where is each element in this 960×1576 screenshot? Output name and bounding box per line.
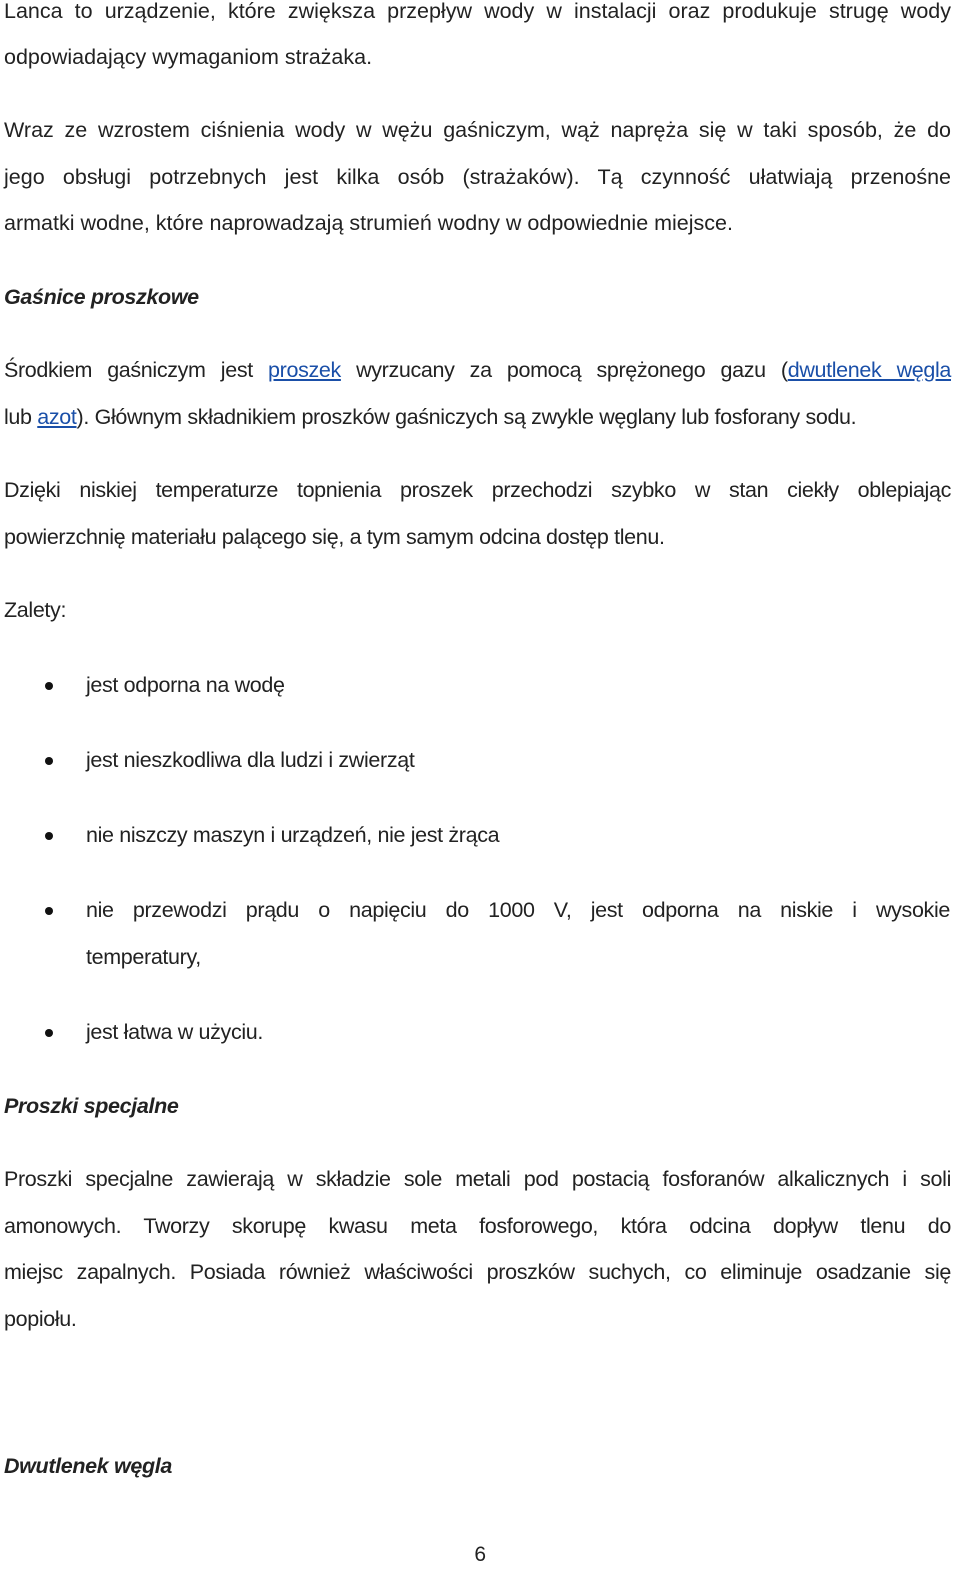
- advantages-label: Zalety:: [4, 598, 67, 622]
- text-line: Lanca to urządzenie, które zwiększa przepływ wody w instalacji oraz produkuje strugę wody: [4, 0, 951, 23]
- text-span: wyrzucany za pomocą sprężonego gazu (: [340, 358, 788, 382]
- link-dwutlenek-wegla[interactable]: dwutlenek węgla: [787, 358, 951, 382]
- bullet-icon: [45, 907, 53, 915]
- bullet-icon: [45, 1029, 53, 1037]
- list-item-text: nie przewodzi prądu o napięciu do 1000 V, jest odporna na niskie i wysokie: [86, 898, 950, 922]
- text-line: popiołu.: [4, 1307, 77, 1331]
- text-line: [4, 357, 951, 383]
- text-line: odpowiadający wymaganiom strażaka.: [4, 45, 373, 69]
- page-number: 6: [474, 1543, 486, 1566]
- heading-text: Dwutlenek węgla: [4, 1454, 172, 1478]
- bullet-icon: [45, 682, 53, 690]
- bullet-icon: [45, 757, 53, 765]
- list-item-text: jest łatwa w użyciu.: [86, 1020, 264, 1044]
- text-line: Proszki specjalne zawierają w składzie sole metali pod postacią fosforanów alkalicznych i soli: [4, 1167, 951, 1191]
- bullet-icon: [45, 832, 53, 840]
- list-item-text: jest odporna na wodę: [86, 673, 285, 697]
- text-line: powierzchnię materiału palącego się, a tym samym odcina dostęp tlenu.: [4, 525, 665, 549]
- link-proszek[interactable]: proszek: [268, 358, 341, 382]
- text-line: Wraz ze wzrostem ciśnienia wody w wężu gaśniczym, wąż napręża się w taki sposób, że do: [4, 118, 951, 142]
- heading-text: Gaśnice proszkowe: [4, 285, 199, 309]
- text-line: [4, 404, 856, 430]
- link-azot[interactable]: azot: [37, 405, 77, 429]
- list-item-text: nie niszczy maszyn i urządzeń, nie jest żrąca: [86, 823, 500, 847]
- text-line: armatki wodne, które naprowadzają strumień wodny w odpowiednie miejsce.: [4, 211, 733, 235]
- text-span: ). Głównym składnikiem proszków gaśniczych są zwykle węglany lub fosforany sodu.: [76, 405, 857, 429]
- heading-text: Proszki specjalne: [4, 1094, 179, 1118]
- text-line: miejsc zapalnych. Posiada również właściwości proszków suchych, co eliminuje osadzanie się: [4, 1260, 951, 1284]
- text-line: jego obsługi potrzebnych jest kilka osób (strażaków). Tą czynność ułatwiają przenośne: [4, 165, 951, 189]
- text-span: lub: [4, 405, 38, 429]
- list-item-text-continuation: temperatury,: [86, 945, 201, 969]
- list-item-text: jest nieszkodliwa dla ludzi i zwierząt: [86, 748, 415, 772]
- text-span: Środkiem gaśniczym jest: [4, 358, 269, 382]
- text-line: Dzięki niskiej temperaturze topnienia proszek przechodzi szybko w stan ciekły oblepiając: [4, 478, 951, 502]
- text-line: amonowych. Tworzy skorupę kwasu meta fosforowego, która odcina dopływ tlenu do: [4, 1214, 951, 1238]
